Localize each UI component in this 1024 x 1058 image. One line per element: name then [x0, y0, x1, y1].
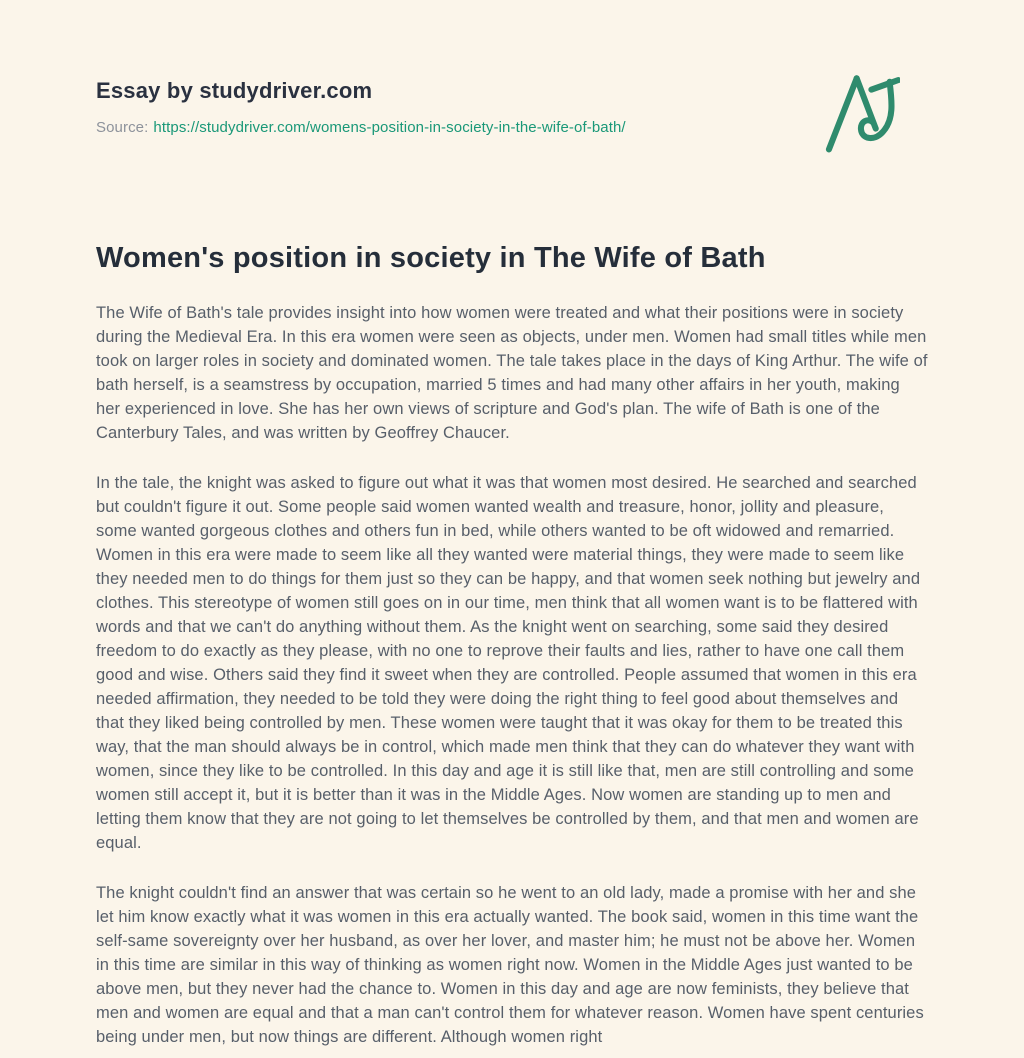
source-line: [96, 119, 928, 136]
studydriver-logo: [822, 68, 900, 158]
essay-title: Women's position in society in The Wife of Bath: [96, 242, 766, 274]
essay-content: [96, 242, 928, 1049]
essay-paragraph-1: The Wife of Bath's tale provides insight into how women were treated and what their positions were in society during the Medieval Era. In this era women were seen as objects, under men. Women had small titles while men took on larger roles in society and dominated women. The tale takes place in the days of King Arthur. The wife of bath herself, is a seamstress by occupation, married 5 times and had many other affairs in her youth, making her experienced in love. She has her own views of scripture and God's plan. The wife of Bath is one of the Canterbury Tales, and was written by Geoffrey Chaucer.: [96, 304, 928, 442]
studydriver-logo-icon: [822, 68, 900, 158]
document-header: [96, 78, 928, 136]
essay-paragraph-3: The knight couldn't find an answer that was certain so he went to an old lady, made a promise with her and she let him know exactly what it was women in this era actually wanted. The book said, women in this time want the self-same sovereignty over her husband, as over her lover, and master him; he must not be above her. Women in this time are similar in this way of thinking as women right now. Women in the Middle Ages just wanted to be above men, but they never had the chance to. Women in this day and age are now feminists, they believe that men and women are equal and that a man can't control them for whatever reason. Women have spent centuries being under men, but now things are different. Although women right: [96, 884, 924, 1046]
source-link[interactable]: https://studydriver.com/womens-position-in-society-in-the-wife-of-bath/: [153, 119, 626, 136]
site-heading: Essay by studydriver.com: [96, 78, 373, 103]
header-text: [96, 78, 928, 136]
source-label: Source:: [96, 119, 149, 136]
essay-paragraph-2: In the tale, the knight was asked to figure out what it was that women most desired. He searched and searched but couldn't figure it out. Some people said women wanted wealth and treasure, honor, jollity and pleasure, some wanted gorgeous clothes and others fun in bed, while others wanted to be oft widowed and remarried. Women in this era were made to seem like all they wanted were material things, they were made to seem like they needed men to do things for them just so they can be happy, and that women seek nothing but jewelry and clothes. This stereotype of women still goes on in our time, men think that all women want is to be flattered with words and that we can't do anything without them. As the knight went on searching, some said they desired freedom to do exactly as they please, with no one to reprove their faults and lies, rather to have one call them good and wise. Others said they find it sweet when they are controlled. People assumed that women in this era needed affirmation, they needed to be told they were doing the right thing to feel good about themselves and that they liked being controlled by men. These women were taught that it was okay for them to be treated this way, that the man should always be in control, which made men think that they can do whatever they want with women, since they like to be controlled. In this day and age it is still like that, men are still controlling and some women still accept it, but it is better than it was in the Middle Ages. Now women are standing up to men and letting them know that they are not going to let themselves be controlled by them, and that men and women are equal.: [96, 474, 921, 852]
